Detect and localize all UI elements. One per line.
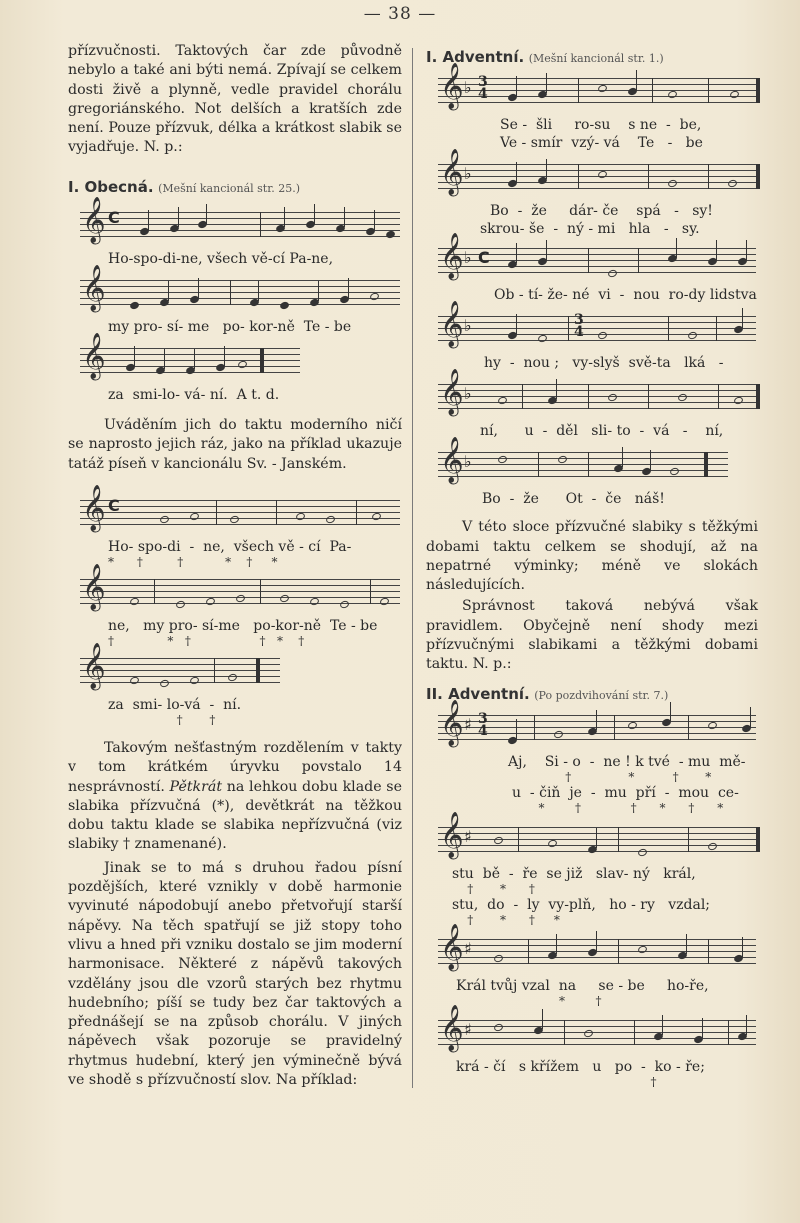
paragraph: přízvučnosti. Taktových čar zde původně nebylo a také ani býti nemá. Zpívají se celkem dosti živě a plynně, vedle pravidel chorálu gregoriánského. Not delších a kratších zde není. Pouze přízvuk, délka a krátkost slabik se vyjadřuje. N. p.: (68, 43, 402, 156)
lyrics-line: krá - čí s křížem u po - ko - ře; (456, 1058, 705, 1075)
treble-clef-icon: 𝄞 (82, 265, 106, 312)
lyrics-line: za smi- lo-vá - ní. (108, 696, 242, 713)
music-staff: 𝄞 ♭ C (438, 240, 756, 286)
music-staff: 𝄞 ♯ (438, 819, 756, 865)
emphasis: Pětkrát (169, 778, 223, 795)
treble-clef-icon: 𝄞 (440, 811, 464, 858)
music-staff: 𝄞 ♭ 3 4 (438, 70, 756, 116)
music-staff: 𝄞 ♯ (438, 931, 756, 977)
song-heading (426, 685, 758, 705)
treble-clef-icon: 𝄞 (82, 484, 106, 531)
column-divider (412, 48, 413, 1088)
music-staff: 𝄞 ♯ 3 4 (438, 707, 756, 753)
lyrics-line: Ho-spo-di-ne, všech vě-cí Pa-ne, (108, 251, 334, 268)
music-staff: 𝄞 C (80, 492, 400, 538)
song-heading (68, 178, 402, 198)
paragraph: Jinak se to má s druhou řadou písní pozdějších, které vznikly v době harmonie vyvinuté nápodobují anebo přetvořují starší nápěvy. Na těch spatřují se již stopy toho vlivu a hned při vzniku dostalo se jim moderní harmonisace. Některé z nápěvů takových vzdělány jsou dle vzorů starých bez rhytmu hudebního; píší se tudy bez čar taktových a přednášejí se na způsob chorálu. V jiných nápěvech však pozoruje se pravidelný rhytmus hudební, který jen výminečně bývá ve shodě s přízvučností slov. Na příklad: (68, 859, 402, 1089)
treble-clef-icon: 𝄞 (82, 333, 106, 380)
music-staff: 𝄞 ♭ (438, 156, 756, 202)
song-title: I. Adventní. (426, 48, 525, 66)
song-heading (426, 48, 758, 68)
accent-marks: † * † * (452, 912, 560, 927)
lyrics-line: Bo - že dár- če spá - sy! (490, 203, 713, 220)
lyrics-line: stu, do - ly vy-plň, ho - ry vzdal; (452, 896, 711, 913)
lyrics-line: skrou- še - ný - mi hla - sy. (480, 221, 700, 238)
treble-clef-icon: 𝄞 (440, 1004, 464, 1051)
lyrics-line: u - čiň je - mu pří - mou ce- (512, 784, 739, 801)
accent-marks: * † (456, 993, 602, 1008)
song-reference: (Po pozdvihování str. 7.) (534, 688, 669, 702)
lyrics-line: ne, my pro- sí-me po-kor-ně Te - be (108, 617, 378, 634)
paragraph: Uváděním jich do taktu moderního ničí se naprosto jejich ráz, jako na příklad ukazuje tatáž píseň v kancionálu Sv. - Janském. (68, 417, 402, 472)
treble-clef-icon: 𝄞 (440, 233, 464, 280)
music-staff (80, 563, 400, 617)
lyrics-line: Bo - že Ot - če náš! (482, 491, 665, 508)
music-staff: 𝄞 ♭ (438, 376, 756, 422)
accent-marks: † * † (452, 881, 535, 896)
accent-marks: † * † † * † (108, 633, 305, 648)
treble-clef-icon: 𝄞 (440, 63, 464, 110)
accent-marks: † * † * (508, 769, 712, 784)
song-title: II. Adventní. (426, 684, 530, 703)
lyrics-line: Se - šli ro-su s ne - be, (500, 117, 702, 134)
treble-clef-icon: 𝄞 (440, 149, 464, 196)
treble-clef-icon: 𝄞 (440, 923, 464, 970)
lyrics-line: ní, u - děl sli- to - vá - ní, (480, 423, 724, 440)
paragraph-text: Takovým nešťastným rozdělením v takty v tom krátkém úryvku povstalo 14 nesprávností. (68, 739, 402, 795)
music-staff (80, 265, 400, 318)
treble-clef-icon: 𝄞 (440, 699, 464, 746)
paragraph: V této sloce přízvučné slabiky s těžkými dobami taktu celkem se shodují, až na nepatrné výminky; méně ve slokách následujících. (426, 519, 758, 594)
music-staff: 𝄞 C (80, 204, 400, 250)
lyrics-line: stu bě - ře se již slav- ný král, (452, 865, 696, 882)
treble-clef-icon: 𝄞 (82, 197, 106, 244)
lyrics-line: Král tvůj vzal na se - be ho-ře, (456, 977, 709, 994)
music-staff: 𝄞 ♭ 3 4 (438, 308, 756, 354)
lyrics-line: Ho- spo-di - ne, všech vě - cí Pa- (108, 538, 352, 555)
page-number: — 38 — (363, 4, 437, 24)
treble-clef-icon: 𝄞 (440, 437, 464, 484)
music-staff (80, 333, 300, 386)
treble-clef-icon: 𝄞 (440, 369, 464, 416)
song-reference: (Mešní kancionál str. 1.) (528, 52, 664, 65)
lyrics-line: hy - nou ; vy-slyš svě-ta lká - (484, 355, 724, 372)
accent-marks: * † † * † * (108, 554, 278, 569)
accent-marks: † † (108, 712, 216, 727)
treble-clef-icon: 𝄞 (440, 301, 464, 348)
paragraph: Správnost taková nebývá však pravidlem. Obyčejně není shody mezi přízvučnými slabikami a těžkými dobami taktu. N. p.: (426, 598, 758, 673)
accent-marks: * † † * † * (508, 800, 724, 815)
lyrics-line: Ob - tí- že- né vi - nou ro-dy lidstva (494, 287, 757, 304)
music-staff: 𝄞 ♯ (438, 1012, 756, 1058)
treble-clef-icon: 𝄞 (82, 642, 106, 689)
song-title: I. Obecná. (68, 177, 154, 196)
paragraph (68, 739, 402, 855)
lyrics-line: Ve - smír vzý- vá Te - be (500, 135, 703, 152)
paragraph-text: na lehkou dobu klade se slabika přízvučná (*), devětkrát na těžkou dobu taktu klade se slabika nepřízvučná (viz slabiky † znamenané). (68, 778, 402, 853)
treble-clef-icon: 𝄞 (82, 563, 106, 610)
music-staff: 𝄞 ♭ (438, 444, 728, 490)
lyrics-line: za smi-lo- vá- ní. A t. d. (108, 387, 280, 404)
accent-marks: † (456, 1074, 657, 1089)
lyrics-line: Aj, Si - o - ne ! k tvé - mu mě- (508, 753, 746, 770)
right-column (426, 42, 758, 1089)
left-column (68, 42, 402, 1090)
lyrics-line: my pro- sí- me po- kor-ně Te - be (108, 319, 352, 336)
music-staff (80, 642, 280, 696)
song-reference: (Mešní kancionál str. 25.) (158, 181, 301, 195)
